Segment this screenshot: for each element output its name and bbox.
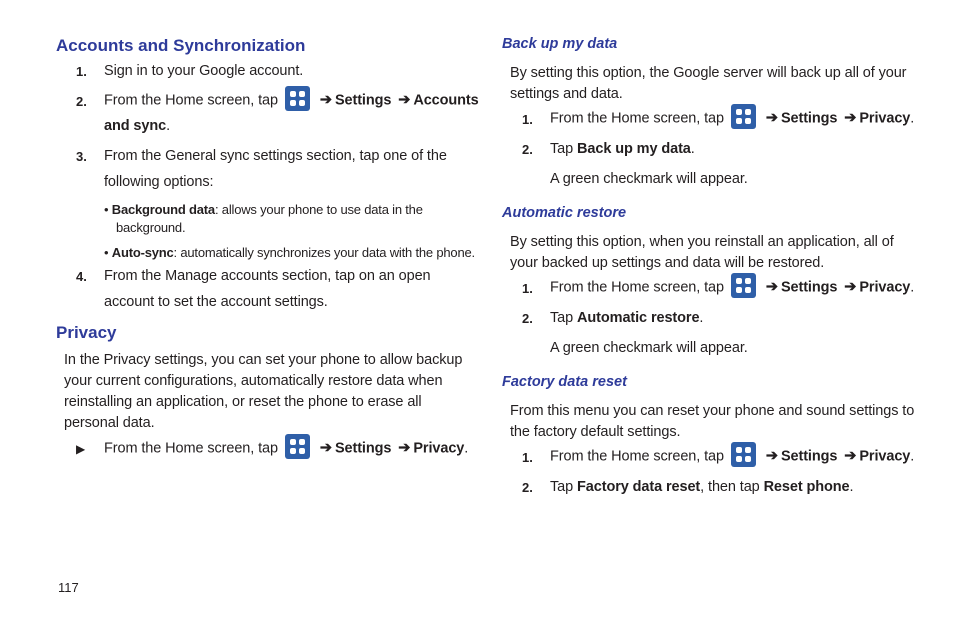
menu-path-privacy: Privacy [859,110,911,127]
step-number: 1. [522,281,533,296]
arrow-icon: ➔ [319,440,332,457]
step-number: 1. [522,450,533,465]
punctuation: . [699,310,704,326]
step-text-continued [104,116,170,137]
step-number: 2. [522,311,533,326]
arrow-icon: ➔ [844,448,857,465]
paragraph-line: reinstalling an application, or reset the phone to erase all [64,394,422,410]
heading-privacy: Privacy [56,323,117,342]
step-text: From the Manage accounts section, tap on an open [104,268,431,284]
menu-path-settings: Settings [334,92,392,109]
step-number: 3. [76,149,87,164]
step-text-continued: following options: [104,174,214,190]
step-number: 2. [522,480,533,495]
bullet-label: Background data [111,202,215,217]
step-pre: Tap [550,479,574,495]
step-text [550,139,695,160]
bullet-text: : automatically synchronizes your data with the phone. [173,245,475,260]
paragraph-line: the factory default settings. [510,424,681,440]
step-text [550,106,914,131]
bullet-item [104,201,423,219]
arrow-icon: ➔ [765,110,778,127]
bullet-label: Auto-sync [111,245,174,260]
step-text: Sign in to your Google account. [104,63,304,79]
apps-grid-icon [285,434,310,459]
option-name: Back up my data [577,141,691,157]
step-text [104,436,468,461]
step-text [550,275,914,300]
apps-grid-icon [731,104,756,129]
menu-path-settings: Settings [780,110,838,127]
step-text [550,444,914,469]
step-number: 1. [76,64,87,79]
step-pre: From the Home screen, tap [550,279,724,296]
punctuation: . [910,279,915,296]
step-text [550,308,703,329]
heading-accounts-sync: Accounts and Synchronization [56,36,306,55]
paragraph-line: personal data. [64,415,155,431]
page-number: 117 [58,580,79,595]
bullet-text-continued: background. [116,220,186,235]
punctuation: . [166,118,170,134]
bullet-mark: • [104,245,109,260]
arrow-icon: ➔ [765,448,778,465]
menu-path-settings: Settings [780,448,838,465]
step-number: 2. [76,94,87,109]
menu-path-privacy: Privacy [859,448,911,465]
punctuation: . [910,110,915,127]
apps-grid-icon [285,86,310,111]
heading-back-up-my-data: Back up my data [502,36,618,52]
menu-path-privacy: Privacy [413,440,465,457]
punctuation: . [690,141,695,157]
step-pre: From the Home screen, tap [550,448,724,465]
bullet-mark: • [104,202,109,217]
arrow-icon: ➔ [765,279,778,296]
menu-path-settings: Settings [780,279,838,296]
option-name: Factory data reset [577,479,701,495]
step-text: From the General sync settings section, tap one of the [104,148,447,164]
arrow-icon: ➔ [398,440,411,457]
menu-path-privacy: Privacy [859,279,911,296]
paragraph-line: your backed up settings and data will be restored. [510,255,825,271]
bullet-item [104,244,475,262]
step-pre: Tap [550,141,574,157]
punctuation: . [910,448,915,465]
step-text [550,477,853,498]
step-pre: Tap [550,310,574,326]
paragraph-line: In the Privacy settings, you can set your phone to allow backup [64,352,463,368]
apps-grid-icon [731,273,756,298]
paragraph-line: By setting this option, when you reinstall an application, all of [510,234,894,250]
arrow-icon: ➔ [319,92,332,109]
step-text [104,88,479,113]
note-text: A green checkmark will appear. [550,171,748,187]
menu-path-accounts: Accounts [413,92,479,109]
menu-path-accounts-cont: and sync [104,118,167,134]
step-pre: From the Home screen, tap [104,92,278,109]
menu-path-settings: Settings [334,440,392,457]
paragraph-line: your current configurations, automatically restore data when [64,373,443,389]
step-pre: From the Home screen, tap [550,110,724,127]
apps-grid-icon [731,442,756,467]
option-name: Reset phone [763,479,850,495]
heading-automatic-restore: Automatic restore [502,205,627,221]
paragraph-line: By setting this option, the Google server will back up all of your [510,65,907,81]
step-mid: , then tap [700,479,760,495]
arrow-icon: ➔ [398,92,411,109]
bullet-text: : allows your phone to use data in the [214,202,423,217]
step-text-continued: account to set the account settings. [104,294,328,310]
step-pre: From the Home screen, tap [104,440,278,457]
arrow-icon: ➔ [844,279,857,296]
punctuation: . [464,440,469,457]
heading-factory-data-reset: Factory data reset [502,374,627,390]
step-marker-icon: ▶ [76,442,86,456]
option-name: Automatic restore [577,310,700,326]
step-number: 1. [522,112,533,127]
paragraph-line: From this menu you can reset your phone and sound settings to [510,403,915,419]
step-number: 4. [76,269,87,284]
paragraph-line: settings and data. [510,86,623,102]
arrow-icon: ➔ [844,110,857,127]
note-text: A green checkmark will appear. [550,340,748,356]
step-number: 2. [522,142,533,157]
punctuation: . [849,479,854,495]
